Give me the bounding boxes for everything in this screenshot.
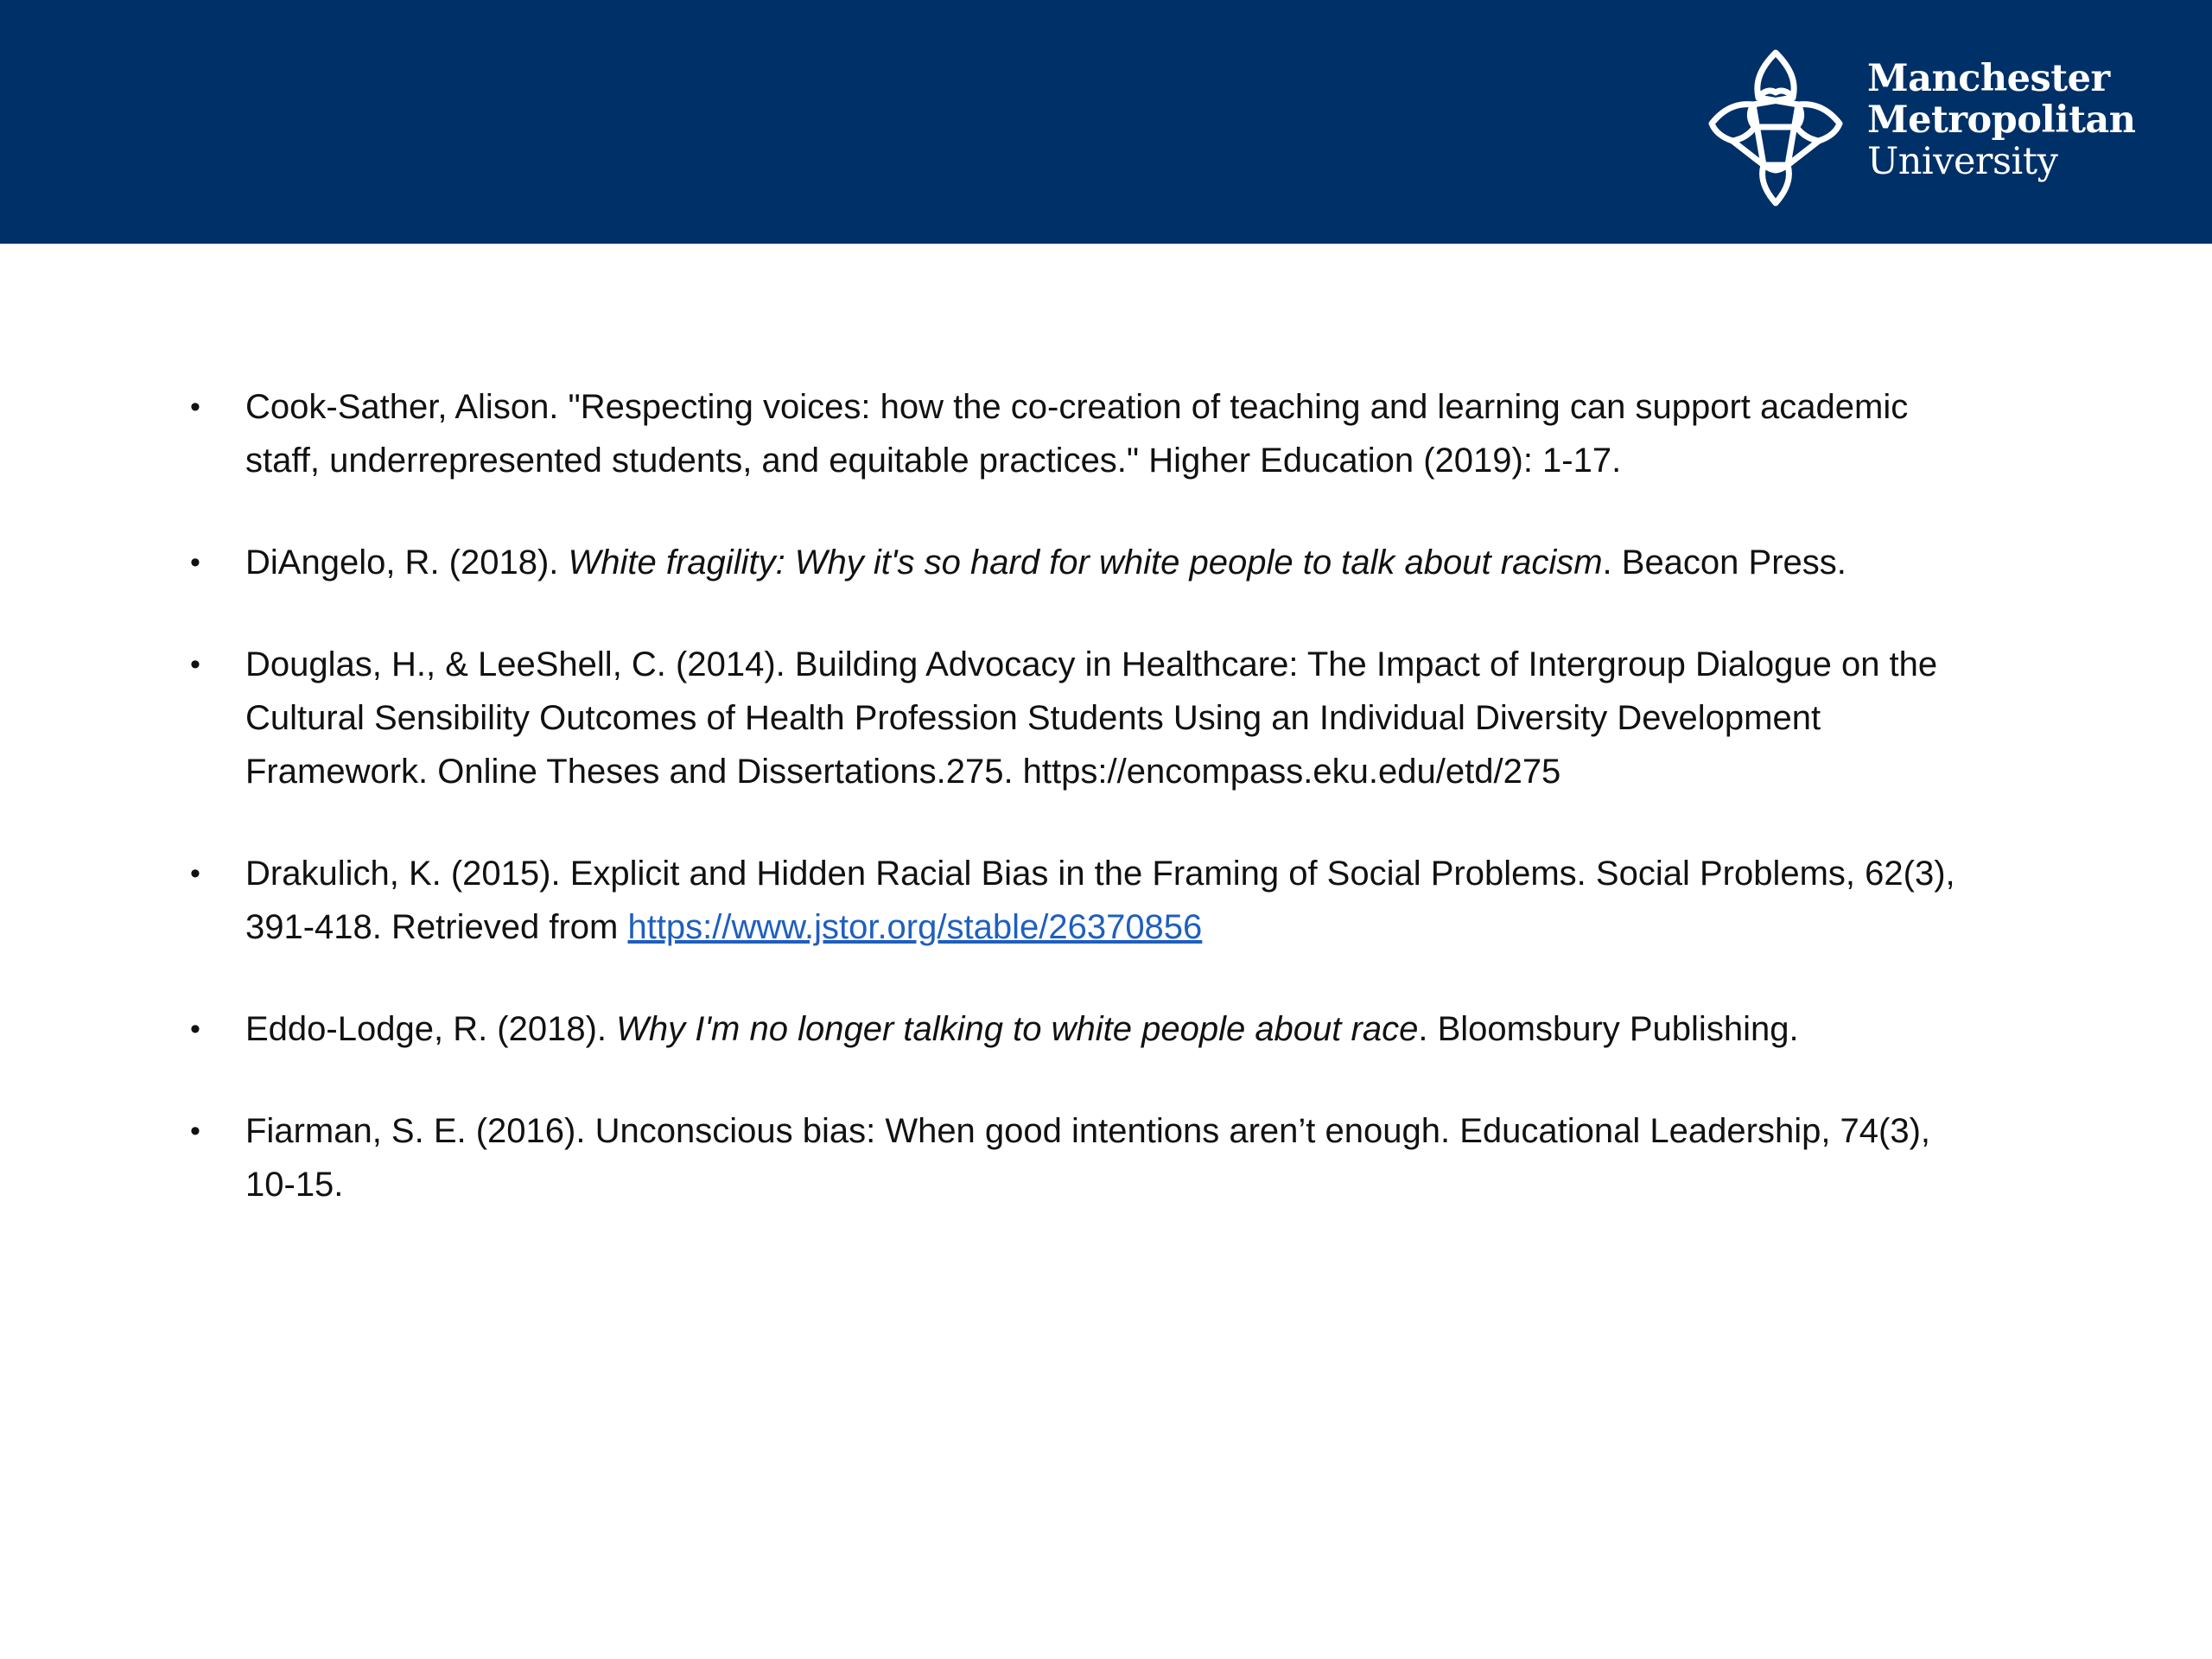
reference-publisher: . Bloomsbury Publishing. [1418,1010,1799,1048]
reference-item [0,847,2212,954]
university-wordmark [1867,58,2136,182]
reference-item [0,380,2212,487]
reference-link[interactable]: https://www.jstor.org/stable/26370856 [627,908,1203,946]
reference-item [0,536,2212,589]
bullet: • [190,1013,200,1046]
reference-item [0,1104,2212,1211]
logo-line-3: University [1867,140,2058,183]
university-logo[interactable] [1707,48,2139,207]
reference-list [0,380,2212,1260]
mmu-crest-icon [1707,48,1845,207]
reference-publisher: . Beacon Press. [1602,543,1847,582]
bullet: • [190,857,200,890]
logo-line-2: Metropolitan [1867,99,2136,142]
reference-title: Why I'm no longer talking to white people about race [616,1010,1419,1048]
reference-text: Douglas, H., & LeeShell, C. (2014). Building Advocacy in Healthcare: The Impact of Intergroup Dialogue on the Cultural Sensibility Outcomes of Health Profession Students Using an Individual Diversity Development Framework. Online Theses and Dissertations.275. https://encompass.eku.edu/etd/275 [245,645,1938,791]
logo-line-1: Manchester [1867,57,2110,100]
bullet: • [190,648,200,681]
reference-title: White fragility: Why it's so hard for white people to talk about racism [568,543,1603,582]
reference-author-year: Eddo-Lodge, R. (2018). [245,1010,617,1048]
bullet: • [190,1115,200,1147]
reference-text: Fiarman, S. E. (2016). Unconscious bias: When good intentions aren’t enough. Educational Leadership, 74(3), 10-15. [245,1112,1931,1204]
reference-text: Drakulich, K. (2015). Explicit and Hidden Racial Bias in the Framing of Social Problems. Social Problems, 62(3), 391-418. Retrieved from [245,855,1955,946]
bullet: • [190,391,200,423]
reference-text: Cook-Sather, Alison. "Respecting voices: how the co-creation of teaching and learning can support academic staff, underrepresented students, and equitable practices." Higher Education (2019): 1-17. [245,388,1909,480]
reference-author-year: DiAngelo, R. (2018). [245,543,569,582]
reference-item [0,1002,2212,1056]
reference-item [0,638,2212,798]
bullet: • [190,546,200,579]
header-band [0,0,2212,244]
